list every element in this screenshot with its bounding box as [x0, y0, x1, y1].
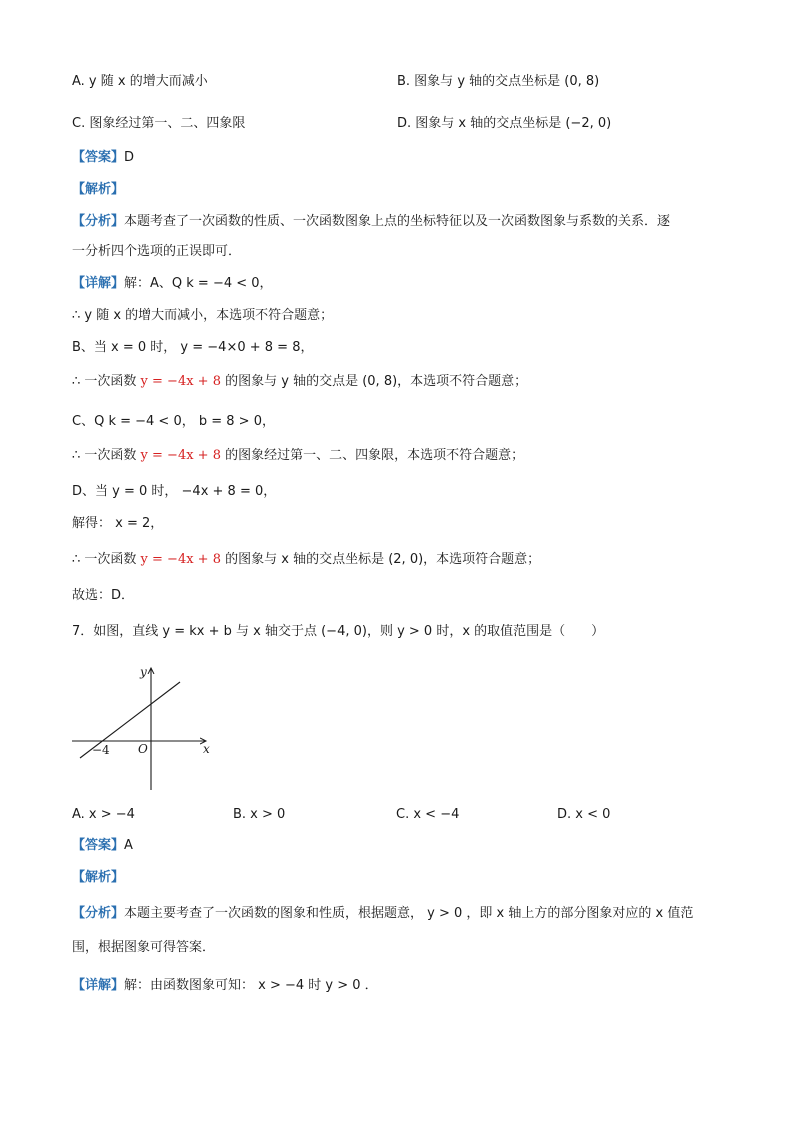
answer-tag: 【答案】: [72, 150, 125, 165]
analysis-tag: 【分析】: [72, 214, 125, 229]
q6-detail-line7: D、当 y = 0 时， −4x + 8 = 0，: [72, 484, 277, 499]
q7-detail-line: [72, 976, 378, 996]
q7-analysis-line1: [72, 904, 693, 924]
answer-value: A: [124, 838, 133, 853]
q7-answer-line: [72, 836, 133, 856]
q6-option-d: D. 图象与 x 轴的交点坐标是 (−2, 0): [397, 116, 612, 131]
q6-answer-line: [72, 148, 134, 168]
answer-tag: 【答案】: [72, 838, 125, 853]
q7-option-d: D. x < 0: [557, 807, 611, 822]
q6-detail-line3: B、当 x = 0 时， y = −4×0 + 8 = 8，: [72, 340, 314, 355]
q7-option-c: C. x < −4: [396, 807, 460, 822]
text-suffix: 的图象与 y 轴的交点是 (0, 8)，本选项不符合题意；: [220, 374, 528, 389]
function-formula: y = −4x + 8: [140, 552, 221, 567]
q7-jiexi-tag: 【解析】: [72, 870, 125, 885]
text-prefix: ∴ 一次函数: [72, 552, 141, 567]
text-prefix: ∴ 一次函数: [72, 374, 141, 389]
q6-detail-line2: ∴ y 随 x 的增大而减小，本选项不符合题意；: [72, 308, 334, 323]
q6-option-c: C. 图象经过第一、二、四象限: [72, 116, 246, 131]
q6-detail-line9: [72, 550, 540, 570]
detail-tag: 【详解】: [72, 978, 125, 993]
q6-detail-line1: [72, 274, 273, 294]
text-suffix: 的图象与 x 轴的交点坐标是 (2, 0)，本选项符合题意；: [220, 552, 541, 567]
q6-detail-line10: 故选：D．: [72, 588, 135, 603]
y-axis-label: y: [140, 665, 147, 679]
line-graph: [68, 660, 228, 796]
q6-detail-line6: [72, 446, 524, 466]
function-formula: y = −4x + 8: [140, 448, 221, 463]
x-axis-label: x: [203, 742, 210, 756]
origin-label: O: [138, 742, 148, 756]
detail-text: 解：A、Q k = −4 < 0，: [124, 276, 273, 291]
text-suffix: 的图象经过第一、二、四象限，本选项不符合题意；: [220, 448, 525, 463]
answer-value: D: [124, 150, 135, 165]
q6-detail-line8: 解得： x = 2，: [72, 516, 164, 531]
q6-option-b: B. 图象与 y 轴的交点坐标是 (0, 8): [397, 74, 600, 89]
analysis-tag: 【分析】: [72, 906, 125, 921]
q6-analysis-line1: [72, 212, 670, 232]
q7-analysis-line2: 围，根据图象可得答案．: [72, 940, 216, 955]
intercept-label: −4: [92, 743, 110, 757]
analysis-text: 本题主要考查了一次函数的图象和性质，根据题意， y > 0 ，即 x 轴上方的部分图象对应的 x 值范: [124, 906, 694, 921]
function-formula: y = −4x + 8: [140, 374, 221, 389]
analysis-text: 本题考查了一次函数的性质、一次函数图象上点的坐标特征以及一次函数图象与系数的关系．逐: [124, 214, 671, 229]
q7-stem: 7．如图，直线 y = kx + b 与 x 轴交于点 (−4, 0)，则 y > 0 时，x 的取值范围是（ ）: [72, 624, 605, 639]
q6-jiexi-tag: 【解析】: [72, 182, 125, 197]
q6-detail-line5: C、Q k = −4 < 0， b = 8 > 0，: [72, 414, 275, 429]
q6-detail-line4: [72, 372, 527, 392]
q6-analysis-line2: 一分析四个选项的正误即可．: [72, 244, 242, 259]
text-prefix: ∴ 一次函数: [72, 448, 141, 463]
q6-option-a: A. y 随 x 的增大而减小: [72, 74, 208, 89]
detail-tag: 【详解】: [72, 276, 125, 291]
detail-text: 解：由函数图象可知： x > −4 时 y > 0 ．: [124, 978, 378, 993]
q7-option-b: B. x > 0: [233, 807, 286, 822]
q7-option-a: A. x > −4: [72, 807, 135, 822]
